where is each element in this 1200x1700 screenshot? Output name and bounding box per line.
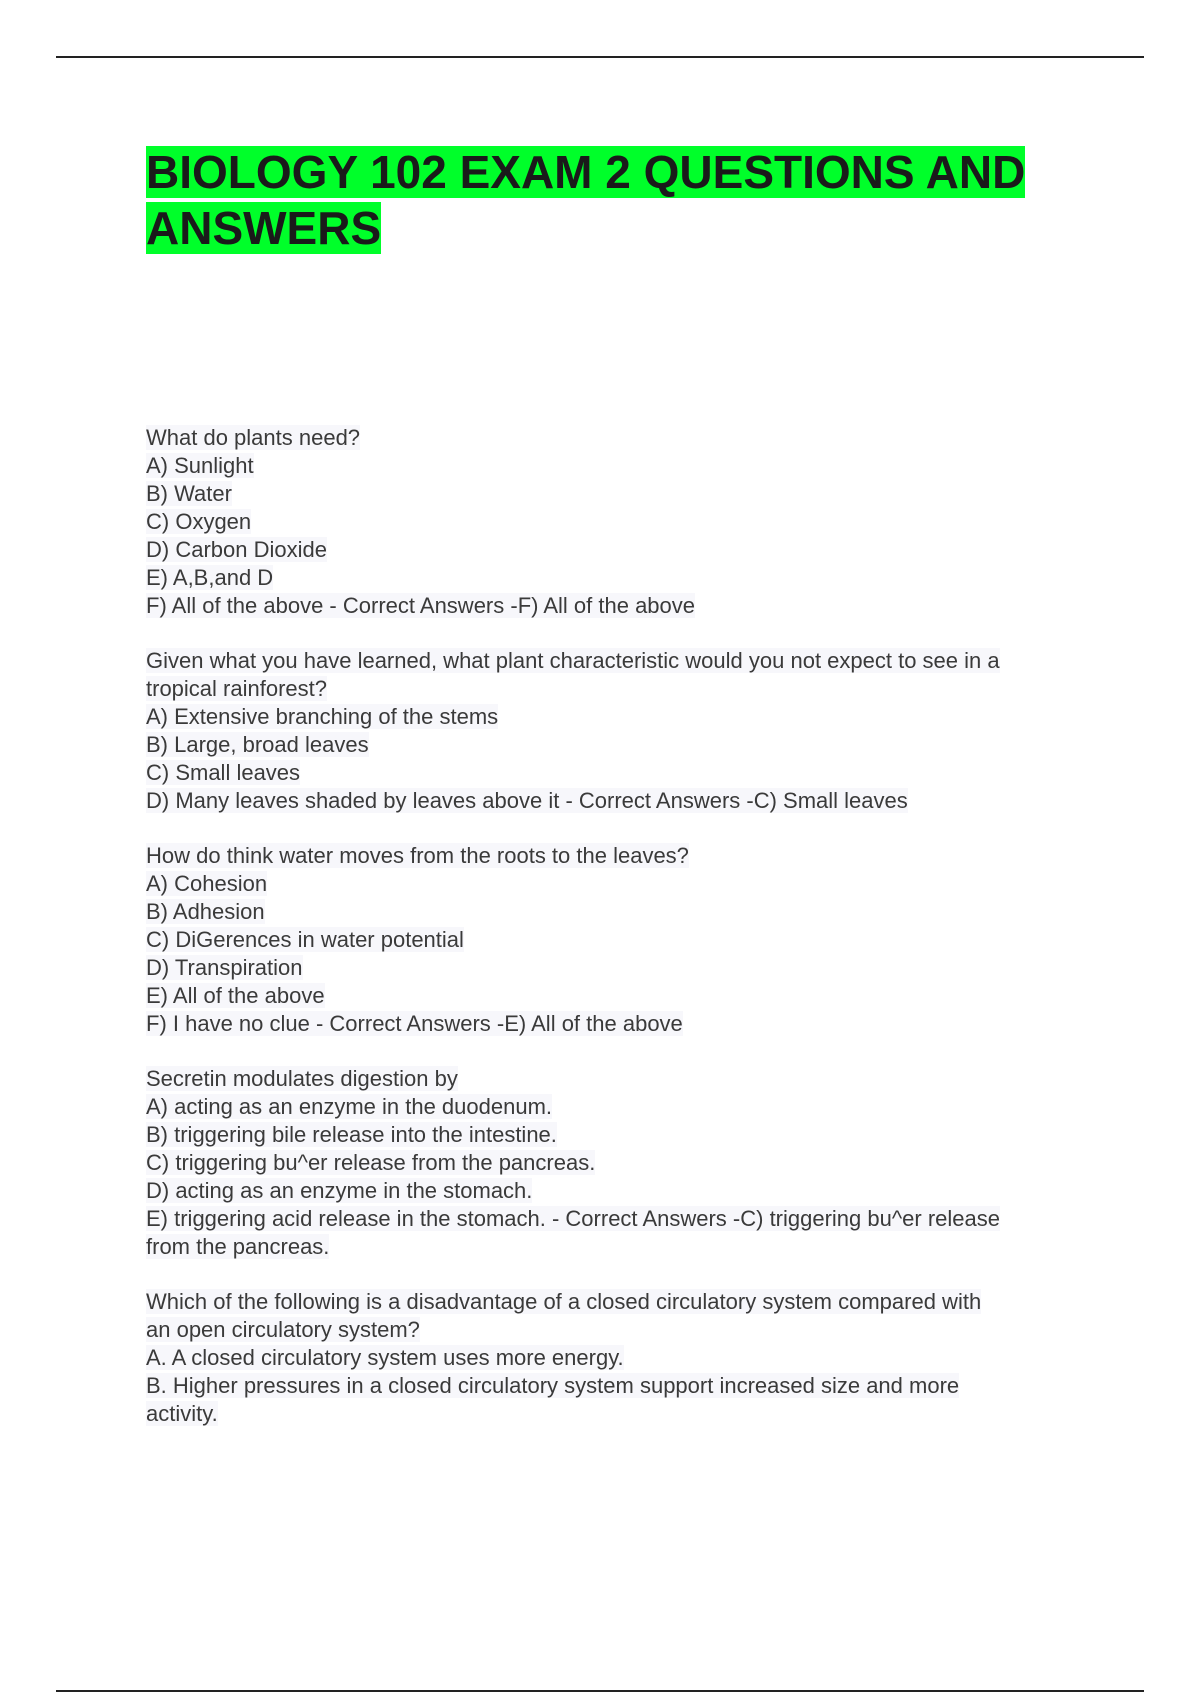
answer-option: B) Adhesion [146, 899, 265, 924]
answer-option: B. Higher pressures in a closed circulatory system support increased size and more [146, 1373, 960, 1398]
question-line: tropical rainforest? [146, 676, 327, 701]
document-title [146, 144, 1086, 256]
footer-rule [56, 1690, 1144, 1692]
question-line: Given what you have learned, what plant characteristic would you not expect to see in a [146, 648, 1000, 673]
answer-option-with-correct-answer: F) I have no clue - Correct Answers -E) All of the above [146, 1011, 683, 1036]
answer-option: E) All of the above [146, 983, 325, 1008]
question-1 [146, 424, 1096, 620]
question-line: How do think water moves from the roots to the leaves? [146, 843, 689, 868]
question-line: What do plants need? [146, 425, 361, 450]
answer-option: B) triggering bile release into the intestine. [146, 1122, 557, 1147]
answer-option: A) Extensive branching of the stems [146, 704, 499, 729]
answer-option: activity. [146, 1401, 218, 1426]
document-title-text: BIOLOGY 102 EXAM 2 QUESTIONS AND ANSWERS [146, 146, 1026, 254]
answer-option: B) Water [146, 481, 232, 506]
answer-option: C) Small leaves [146, 760, 301, 785]
header-rule [56, 56, 1144, 58]
answer-option: D) Transpiration [146, 955, 303, 980]
answer-option: E) A,B,and D [146, 565, 274, 590]
answer-option: A) Cohesion [146, 871, 268, 896]
question-line: Secretin modulates digestion by [146, 1066, 458, 1091]
question-4 [146, 1065, 1096, 1261]
answer-option: C) Oxygen [146, 509, 252, 534]
question-2 [146, 647, 1096, 815]
question-5 [146, 1288, 1096, 1428]
question-3 [146, 842, 1096, 1038]
answer-option-with-correct-answer: E) triggering acid release in the stomach. - Correct Answers -C) triggering bu^er release [146, 1206, 1001, 1231]
answer-option-with-correct-answer: D) Many leaves shaded by leaves above it - Correct Answers -C) Small leaves [146, 788, 908, 813]
question-line: Which of the following is a disadvantage of a closed circulatory system compared with [146, 1289, 982, 1314]
answer-option: C) triggering bu^er release from the pancreas. [146, 1150, 596, 1175]
answer-option: C) DiGerences in water potential [146, 927, 464, 952]
question-list [146, 424, 1096, 1455]
answer-option: A) acting as an enzyme in the duodenum. [146, 1094, 553, 1119]
answer-option: A) Sunlight [146, 453, 254, 478]
answer-option: A. A closed circulatory system uses more energy. [146, 1345, 624, 1370]
answer-option: B) Large, broad leaves [146, 732, 369, 757]
answer-option: D) Carbon Dioxide [146, 537, 327, 562]
answer-option-with-correct-answer: F) All of the above - Correct Answers -F) All of the above [146, 593, 696, 618]
answer-option: D) acting as an enzyme in the stomach. [146, 1178, 533, 1203]
answer-option-with-correct-answer: from the pancreas. [146, 1234, 330, 1259]
question-line: an open circulatory system? [146, 1317, 420, 1342]
